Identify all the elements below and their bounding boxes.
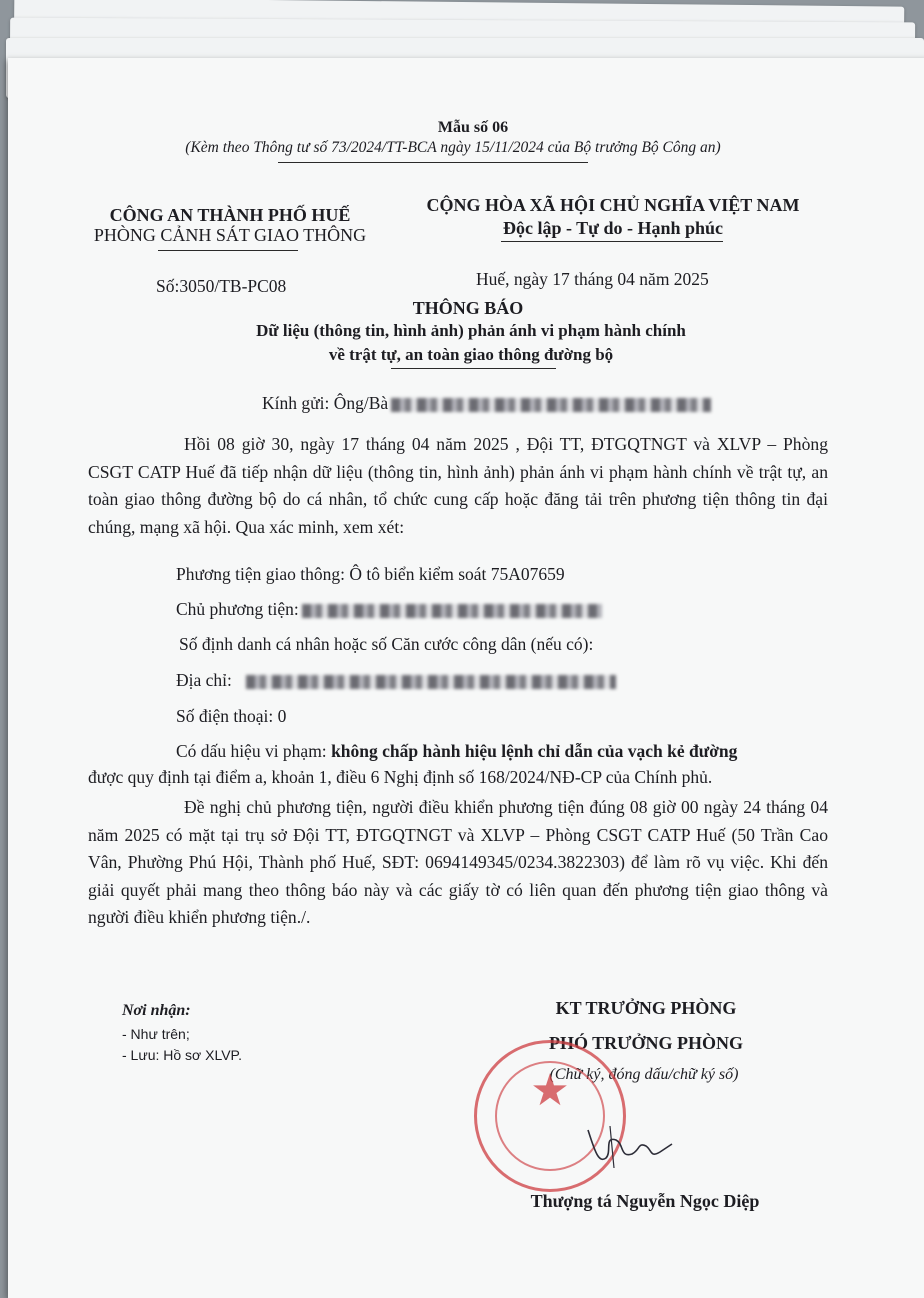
owner-label: Chủ phương tiện: [176,599,299,619]
document-subtitle-line-2: về trật tự, an toàn giao thông đường bộ [328,345,614,364]
owner-field [176,599,602,619]
form-number: Mẫu số 06 [437,119,509,136]
agency-parent: CÔNG AN THÀNH PHỐ HUẾ [109,205,351,225]
request-paragraph: Đề nghị chủ phương tiện, người điều khiển phương tiện đúng 08 giờ 00 ngày 24 tháng 04 năm 2025 có mặt tại trụ sở Đội TT, ĐTGQTNGT và XLVP – Phòng CSGT CATP Huế (50 Trần Cao Vân, Phường Phú Hội, Thành phố Huế, SĐT: 0694149345/0234.3822303) để làm rõ vụ việc. Khi đến giải quyết phải mang theo thông báo này và các giấy tờ có liên quan đến phương tiện giao thông và người điều khiển phương tiện./. [88,797,828,927]
recipient-item: - Lưu: Hồ sơ XLVP. [122,1047,242,1063]
document-page [8,58,924,1298]
signature-title-1: KT TRƯỞNG PHÒNG [555,998,737,1018]
signature-note: (Chữ ký, đóng dấu/chữ ký số) [549,1066,739,1083]
violation-basis: được quy định tại điểm a, khoản 1, điều 6 Nghị định số 168/2024/NĐ-CP của Chính phủ. [88,767,713,787]
violation-line [176,741,737,761]
redacted-name [391,398,711,412]
nation-name: CỘNG HÒA XÃ HỘI CHỦ NGHĨA VIỆT NAM [426,195,800,215]
redacted-owner [302,604,602,618]
document-title: THÔNG BÁO [412,298,524,318]
star-icon: ★ [530,1065,570,1116]
addressee-label: Kính gửi: Ông/Bà [262,393,389,413]
place-date: Huế, ngày 17 tháng 04 năm 2025 [476,269,709,289]
intro-paragraph: Hồi 08 giờ 30, ngày 17 tháng 04 năm 2025 , Đội TT, ĐTGQTNGT và XLVP – Phòng CSGT CATP Huế đã tiếp nhận dữ liệu (thông tin, hình ảnh) phản ánh vi phạm hành chính về trật tự, an toàn giao thông đường bộ do cá nhân, tổ chức cung cấp hoặc đăng tải trên phương tiện thông tin đại chúng, mạng xã hội. Qua xác minh, xem xét: [88,434,828,537]
phone-field: Số điện thoại: 0 [176,706,287,726]
form-attachment-note: (Kèm theo Thông tư số 73/2024/TT-BCA ngày 15/11/2024 của Bộ trưởng Bộ Công an) [185,139,721,156]
violation-label: Có dấu hiệu vi phạm: [176,741,327,761]
divider [158,250,298,251]
signature-title-2: PHÓ TRƯỞNG PHÒNG [548,1033,744,1053]
vehicle-field: Phương tiện giao thông: Ô tô biển kiểm soát 75A07659 [176,564,565,584]
divider [501,241,723,242]
addressee [262,393,711,413]
document-number: Số:3050/TB-PC08 [156,276,287,296]
nation-motto: Độc lập - Tự do - Hạnh phúc [502,218,724,238]
redacted-address [246,675,616,689]
recipients-heading: Nơi nhận: [122,1002,191,1019]
id-number-field: Số định danh cá nhân hoặc số Căn cước công dân (nếu có): [179,634,594,654]
address-field [176,670,616,690]
violation-act: không chấp hành hiệu lệnh chỉ dẫn của vạch kẻ đường [331,741,738,761]
recipient-item: - Như trên; [122,1026,190,1042]
divider [278,162,588,163]
signer-name: Thượng tá Nguyễn Ngọc Diệp [530,1191,760,1211]
agency-unit: PHÒNG CẢNH SÁT GIAO THÔNG [93,225,367,245]
divider [391,368,556,369]
document-subtitle-line-1: Dữ liệu (thông tin, hình ảnh) phản ánh vi phạm hành chính [256,321,686,340]
handwritten-signature [580,1118,680,1178]
address-label: Địa chỉ: [176,670,232,690]
